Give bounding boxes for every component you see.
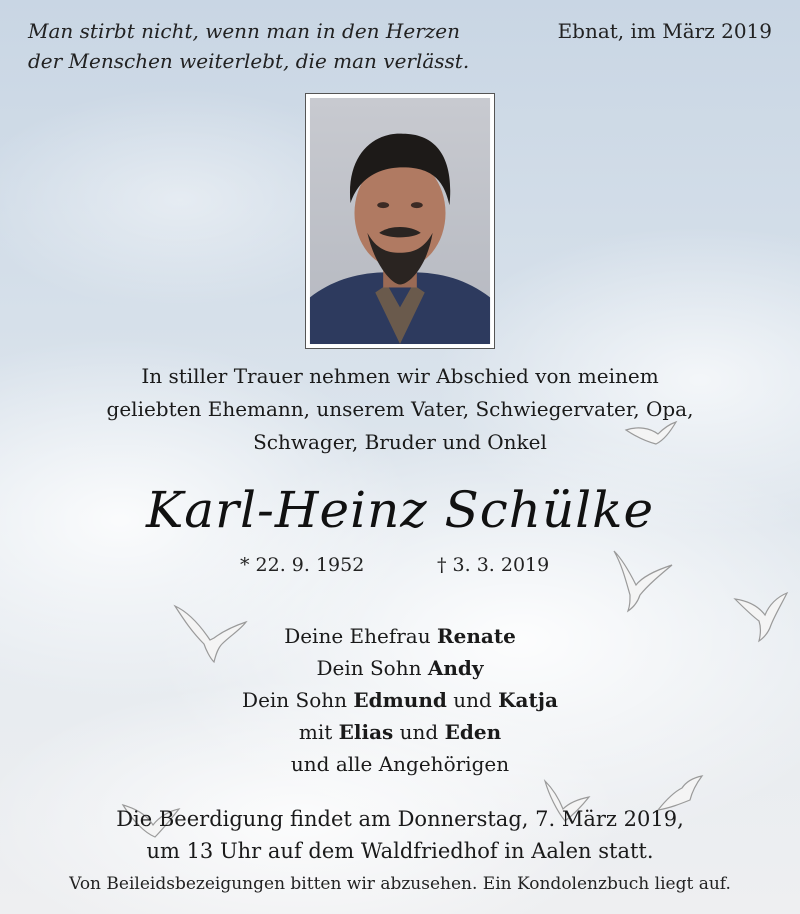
mourner-connector: und — [399, 720, 439, 744]
mourner-name: Eden — [444, 720, 502, 744]
mourners-list — [0, 620, 800, 780]
mourner-relation: mit — [298, 720, 333, 744]
quote-line: Man stirbt nicht, wenn man in den Herzen — [28, 19, 461, 43]
memorial-quote — [28, 16, 488, 76]
intro-line: Schwager, Bruder und Onkel — [253, 430, 547, 454]
quote-line: der Menschen weiterlebt, die man verlässt. — [28, 49, 470, 73]
condolence-note: Von Beileidsbezeigungen bitten wir abzusehen. Ein Kondolenzbuch liegt auf. — [69, 874, 731, 894]
mourner-line — [0, 716, 800, 748]
mourner-relation: Dein Sohn — [242, 688, 348, 712]
funeral-line: um 13 Uhr auf dem Waldfriedhof in Aalen statt. — [146, 839, 654, 863]
mourner-relation: Deine Ehefrau — [284, 624, 431, 648]
deceased-name: Karl-Heinz Schülke — [145, 481, 655, 539]
intro-text — [0, 360, 800, 459]
mourner-line — [0, 620, 800, 652]
place-date: Ebnat, im März 2019 — [557, 19, 772, 43]
intro-line: geliebten Ehemann, unserem Vater, Schwiegervater, Opa, — [106, 397, 694, 421]
mourner-name: Renate — [436, 624, 516, 648]
intro-line: In stiller Trauer nehmen wir Abschied von meinem — [141, 364, 659, 388]
mourner-name: Katja — [498, 688, 558, 712]
funeral-line: Die Beerdigung findet am Donnerstag, 7. März 2019, — [116, 807, 684, 831]
mourner-name: Andy — [427, 656, 484, 680]
mourner-closing: und alle Angehörigen — [290, 752, 510, 776]
mourner-line — [0, 652, 800, 684]
death-date: † 3. 3. 2019 — [437, 554, 550, 576]
funeral-info — [0, 803, 800, 867]
mourner-connector: und — [453, 688, 492, 712]
mourner-name: Edmund — [353, 688, 447, 712]
portrait-photo — [305, 93, 495, 349]
dove-icon — [600, 545, 680, 615]
mourner-name: Elias — [338, 720, 394, 744]
mourner-line — [0, 748, 800, 780]
mourner-relation: Dein Sohn — [316, 656, 422, 680]
mourner-line — [0, 684, 800, 716]
birth-date: * 22. 9. 1952 — [240, 554, 365, 576]
